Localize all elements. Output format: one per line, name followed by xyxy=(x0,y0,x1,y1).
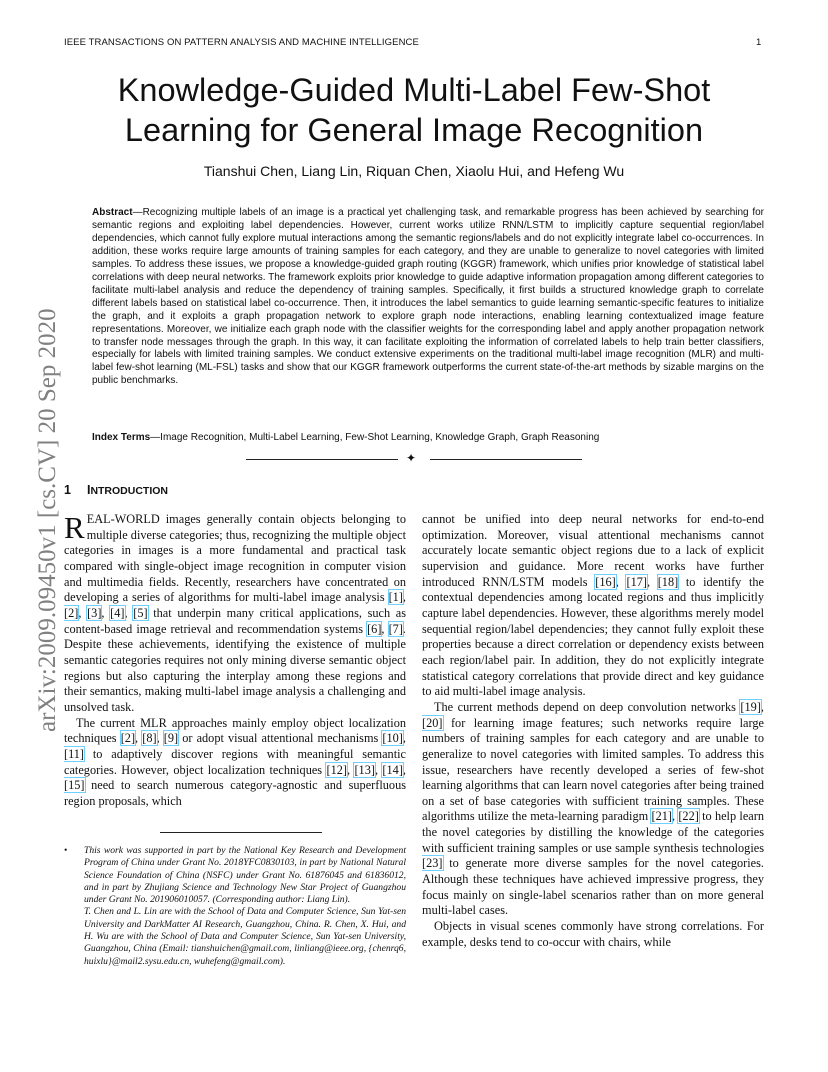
text-run: to identify the contextual dependencies among located regions and thus implicitly capture label dependencies. However, these algorithms merely model sequential region/label dependencies; they cannot fully exploit these properties because a direct correlation or dependency exists between each region/label pair. In addition, they do not explicitly integrate statistical category correlations that provide direct and key guidance to aid multi-label image analysis. xyxy=(422,574,764,699)
citation-link[interactable]: [20] xyxy=(422,715,443,730)
divider-right xyxy=(430,459,582,460)
divider-diamond-icon: ✦ xyxy=(406,451,417,465)
abstract xyxy=(92,207,764,388)
text-run: that underpin many critical applications, such as content-based image retrieval and recommendation systems xyxy=(64,605,406,636)
text-run: cannot be unified into deep neural networks for end-to-end optimization. Moreover, visual attentional mechanisms cannot accurately locate semantic object regions due to a lack of explicit supervision and guidance. More recent works have further introduced RNN/LSTM models xyxy=(422,512,764,589)
citation-link[interactable]: [12] xyxy=(326,762,347,777)
author-list: Tianshui Chen, Liang Lin, Riquan Chen, Xiaolu Hui, and Hefeng Wu xyxy=(203,163,625,179)
citation-link[interactable]: [19] xyxy=(740,699,761,714)
citation-link[interactable]: [6] xyxy=(367,621,382,636)
intro-paragraph-1: REAL-WORLD images generally contain objects belonging to multiple diverse categories; thus, recognizing the multiple object categories in images is a more fundamental and practical task compared with single-object image recognition in computer vision and multimedia fields. Recently, researchers have concentrated on developing a series of algorithms for multi-label image analysis [1], [2], [3], [4], [5] that underpin many critical applications, such as content-based image retrieval and recommendation systems [6], [7]. Despite these achievements, identifying the existence of multiple semantic categories requires not only mining diverse semantic object regions but also capturing the interplay among these regions and their semantics, making multi-label image analysis a challenging and unsolved task. xyxy=(64,512,406,714)
citation-link[interactable]: [8] xyxy=(142,731,157,746)
text-run: The current methods depend on deep convolution networks xyxy=(434,699,741,714)
page-number: 1 xyxy=(756,37,762,48)
abstract-text: —Recognizing multiple labels of an image is a practical yet challenging task, and remarkable progress has been achieved by searching for semantic regions and exploiting label dependencies. However, current works utilize RNN/LSTM to implicitly capture sequential region/label dependencies, which cannot fully explore mutual interactions among the semantic regions/labels and do not explicitly integrate label co-occurrences. In addition, these works require large amounts of training samples for each category, and they are unable to generalize to novel categories with limited samples. To address these issues, we propose a knowledge-guided graph routing (KGGR) framework, which unifies prior knowledge of statistical label correlations with deep neural networks. The framework exploits prior knowledge to guide adaptive information propagation among different categories to facilitate multi-label analysis and reduce the dependency of training samples. Specifically, it first builds a structured knowledge graph to correlate different labels based on statistical label co-occurrence. Then, it introduces the label semantics to guide learning semantic-specific features to initialize the graph, and it exploits a graph propagation network to explore graph node interactions, enabling learning contextualized image feature representations. Moreover, we initialize each graph node with the classifier weights for the corresponding label and apply another propagation network to transfer node messages through the graph. In this way, it can facilitate exploiting the information of correlated labels to help train better classifiers, especially for labels with limited training samples. We conduct extensive experiments on the traditional multi-label image recognition (MLR) and multi-label few-shot learning (ML-FSL) tasks and show that our KGGR framework outperforms the current state-of-the-art methods by sizable margins on the public benchmarks. xyxy=(92,207,764,387)
left-column xyxy=(64,512,406,822)
citation-link[interactable]: [7] xyxy=(388,621,403,636)
divider-left xyxy=(246,459,398,460)
intro-paragraph-2: The current MLR approaches mainly employ object localization techniques [2], [8], [9] or adopt visual attentional mechanisms [10], [11] to adaptively discover regions with meaningful semantic categories. However, object localization techniques [12], [13], [14], [15] need to search numerous category-agnostic and superfluous region proposals, which xyxy=(64,715,406,808)
section-first-letter: I xyxy=(86,483,91,497)
citation-link[interactable]: [13] xyxy=(354,762,375,777)
citation-link[interactable]: [22] xyxy=(678,809,699,824)
text-run: to adaptively discover regions with meaningful semantic categories. However, object localization techniques xyxy=(64,746,406,777)
citation-link[interactable]: [21] xyxy=(651,809,672,824)
citation-link[interactable]: [18] xyxy=(657,574,679,589)
citation-link[interactable]: [2] xyxy=(120,731,136,746)
footnote-affiliations: T. Chen and L. Lin are with the School of Data and Computer Science, Sun Yat-sen University and DarkMatter AI Research, Guangzhou, China. R. Chen, X. Hui, and H. Wu are with the School of Data and Computer Science, Sun Yat-sen University, Guangzhou, China (Email: tianshuichen@gmail.com, linliang@ieee.org, {chenrq6, huixlu}@mail2.sysu.edu.cn, wuhefeng@gmail.com). xyxy=(84,906,406,967)
citation-link[interactable]: [11] xyxy=(64,746,85,761)
intro-paragraph-4: The current methods depend on deep convolution networks [19], [20] for learning image features; such networks require large numbers of training samples for each category and are unable to generalize to novel categories with limited samples. To address this issue, researchers have recently developed a series of few-shot learning algorithms that can learn novel categories after being trained on a set of base categories with sufficient training samples. These algorithms utilize the meta-learning paradigm [21], [22] to help learn the novel categories by distilling the knowledge of the categories with sufficient training samples or use sample synthesis technologies [23] to generate more diverse samples for the novel categories. Although these techniques have achieved impressive progress, they focus mainly on single-label scenarios rather than on more general multi-label cases. xyxy=(422,699,764,918)
footnote xyxy=(64,845,406,968)
text-run: The current MLR approaches mainly employ object localization techniques xyxy=(64,715,406,746)
section-title-rest: NTRODUCTION xyxy=(90,485,169,497)
section-number: 1 xyxy=(64,483,71,497)
paper-title xyxy=(60,70,768,150)
citation-link[interactable]: [2] xyxy=(64,605,79,620)
index-terms-text: —Image Recognition, Multi-Label Learning, Few-Shot Learning, Knowledge Graph, Graph Reasoning xyxy=(150,432,600,443)
citation-link[interactable]: [17] xyxy=(626,574,647,589)
index-terms-label: Index Terms xyxy=(92,432,151,443)
title-line-2: Learning for General Image Recognition xyxy=(124,112,704,148)
citation-link[interactable]: [16] xyxy=(595,574,616,589)
footnote-funding: This work was supported in part by the National Key Research and Development Program of China under Grant No. 2018YFC0830103, in part by National Natural Science Foundation of China (NSFC) under Grant No. 61876045 and 61836012, and in part by Zhujiang Science and Technology New Star Project of Guangzhou under Grant No. 201906010057. (Corresponding author: Liang Lin). xyxy=(84,845,406,906)
citation-link[interactable]: [3] xyxy=(87,605,102,620)
intro-paragraph-5: Objects in visual scenes commonly have strong correlations. For example, desks tend to co-occur with chairs, while xyxy=(422,919,764,949)
citation-link[interactable]: [14] xyxy=(382,762,403,777)
bullet-icon: • xyxy=(64,845,68,856)
text-run: or adopt visual attentional mechanisms xyxy=(178,731,383,746)
intro-paragraph-3: cannot be unified into deep neural networks for end-to-end optimization. Moreover, visual attentional mechanisms cannot accurately locate semantic object regions due to a lack of explicit supervision and guidance. More recent works have further introduced RNN/LSTM models [16], [17], [18] to identify the contextual dependencies among located regions and thus implicitly capture label dependencies. However, these algorithms merely model sequential region/label dependencies; they cannot fully exploit these properties because a direct correlation or dependency exists between each region/label pair. In addition, they do not explicitly integrate statistical category correlations that provide direct and key guidance to aid multi-label image analysis. xyxy=(422,512,764,699)
citation-link[interactable]: [9] xyxy=(163,731,179,746)
citation-link[interactable]: [23] xyxy=(422,856,443,871)
abstract-label: Abstract xyxy=(92,207,133,218)
citation-link[interactable]: [4] xyxy=(110,605,125,620)
citation-link[interactable]: [5] xyxy=(133,605,148,620)
footnote-rule xyxy=(160,832,322,833)
text-run: need to search numerous category-agnostic and superfluous region proposals, which xyxy=(64,778,406,808)
section-heading xyxy=(64,483,168,497)
text-run: images generally contain objects belonging to multiple diverse categories; thus, recognizing the multiple object categories in images is a more fundamental and practical task compared with single-object image recognition in computer vision and multimedia fields. Recently, researchers have concentrated on developing a series of algorithms for multi-label image analysis xyxy=(64,512,406,605)
text-run: to generate more diverse samples for the novel categories. Although these techniques have achieved impressive progress, they focus mainly on single-label scenarios rather than on more general multi-label cases. xyxy=(422,856,764,918)
text-run: . Despite these achievements, identifying the existence of multiple semantic categories requires not only mining diverse semantic object regions but also capturing the interplay among these regions and their semantics, making multi-label image analysis a challenging and unsolved task. xyxy=(64,621,406,714)
citation-link[interactable]: [15] xyxy=(64,778,85,793)
index-terms xyxy=(92,432,764,443)
citation-link[interactable]: [1] xyxy=(388,590,403,605)
citation-link[interactable]: [10] xyxy=(382,731,403,746)
opening-small-caps: EAL-WORLD xyxy=(86,512,160,526)
text-run: to help learn the novel categories by distilling the knowledge of the categories with sufficient training samples or use sample synthesis technologies xyxy=(422,809,764,855)
right-column xyxy=(422,512,764,1072)
journal-header: IEEE TRANSACTIONS ON PATTERN ANALYSIS AND MACHINE INTELLIGENCE xyxy=(64,37,419,48)
arxiv-identifier: arXiv:2009.09450v1 [cs.CV] 20 Sep 2020 xyxy=(34,308,61,732)
title-line-1: Knowledge-Guided Multi-Label Few-Shot xyxy=(117,72,711,108)
text-run: for learning image features; such networks require large numbers of training samples for each category and are unable to generalize to novel categories with limited samples. To address this issue, researchers have recently developed a series of few-shot learning algorithms that can learn novel categories after being trained on a set of base categories with sufficient training samples. These algorithms utilize the meta-learning paradigm xyxy=(422,715,764,824)
drop-cap: R xyxy=(64,512,85,545)
